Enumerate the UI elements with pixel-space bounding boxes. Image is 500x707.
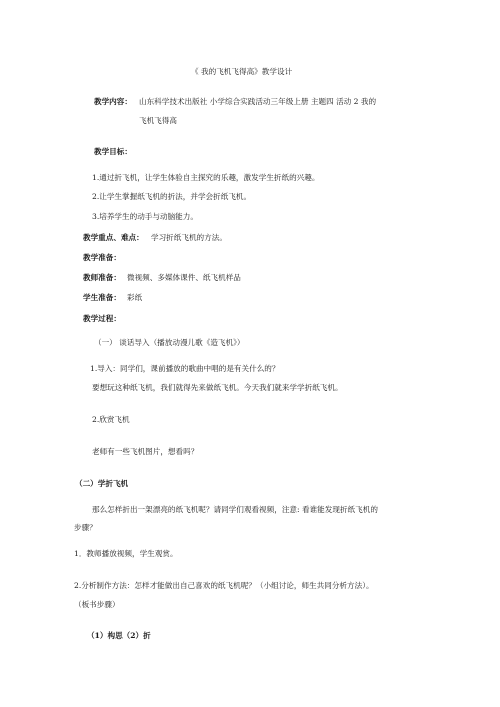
section-2-paragraph-1-line-2: 步骤？ [74, 523, 97, 532]
key-text: 学习折纸飞机的方法。 [151, 233, 227, 242]
teacher-prep-text: 微视频、多媒体课件、纸飞机样品 [127, 273, 241, 282]
content-text-line-2: 飞机飞得高 [139, 116, 177, 125]
content-text-line-1: 山东科学技术出版社 小学综合实践活动三年级上册 主题四 活动 2 我的 [139, 97, 377, 106]
student-prep-text: 彩纸 [127, 293, 143, 302]
section-2-paragraph-3-line-1: 2.分析制作方法：怎样才能做出自己喜欢的纸飞机呢？（小组讨论，师生共同分析方法）。 [74, 581, 374, 590]
prep-label: 教学准备： [83, 253, 121, 262]
teacher-prep-label: 教师准备： [83, 273, 121, 282]
goal-item-3: 3.培养学生的动手与动脑能力。 [92, 212, 198, 221]
goal-item-1: 1.通过折飞机，让学生体验自主探究的乐趣，激发学生折纸的兴趣。 [92, 173, 320, 182]
process-label: 教学过程： [83, 314, 121, 323]
doc-title: 《 我的飞机飞得高》教学设计 [191, 67, 293, 76]
key-label: 教学重点、难点： [83, 233, 144, 242]
content-label: 教学内容： [94, 97, 132, 106]
section-2-heading: （二）学折飞机 [75, 479, 129, 488]
section-1-paragraph-2: 要想玩这种纸飞机，我们就得先来做纸飞机。今天我们就来学学折纸飞机。 [92, 383, 343, 392]
section-2-paragraph-2: 1．教师播放视频，学生观赏。 [74, 549, 178, 558]
student-prep-label: 学生准备： [83, 293, 121, 302]
section-2-paragraph-4: （1）构思（2）折 [87, 631, 151, 640]
goal-item-2: 2.让学生掌握纸飞机的折法，并学会折纸飞机。 [92, 192, 252, 201]
section-2-paragraph-3-line-2: （板书步骤） [74, 600, 120, 609]
section-2-paragraph-1-line-1: 那么怎样折出一架漂亮的纸飞机呢？请同学们观看视频，注意: 看谁能发现折纸飞机的 [92, 505, 378, 514]
section-1-heading: （一） 谈话导入（播放动漫儿歌《造飞机》） [94, 338, 245, 347]
goals-label: 教学目标： [94, 147, 132, 156]
section-1-paragraph-4: 老师有一些飞机图片，想看吗？ [92, 447, 199, 456]
section-1-paragraph-1: 1.导入：同学们，课前播放的歌曲中唱的是有关什么的？ [90, 364, 280, 373]
section-1-paragraph-3: 2.欣赏飞机 [92, 415, 130, 424]
